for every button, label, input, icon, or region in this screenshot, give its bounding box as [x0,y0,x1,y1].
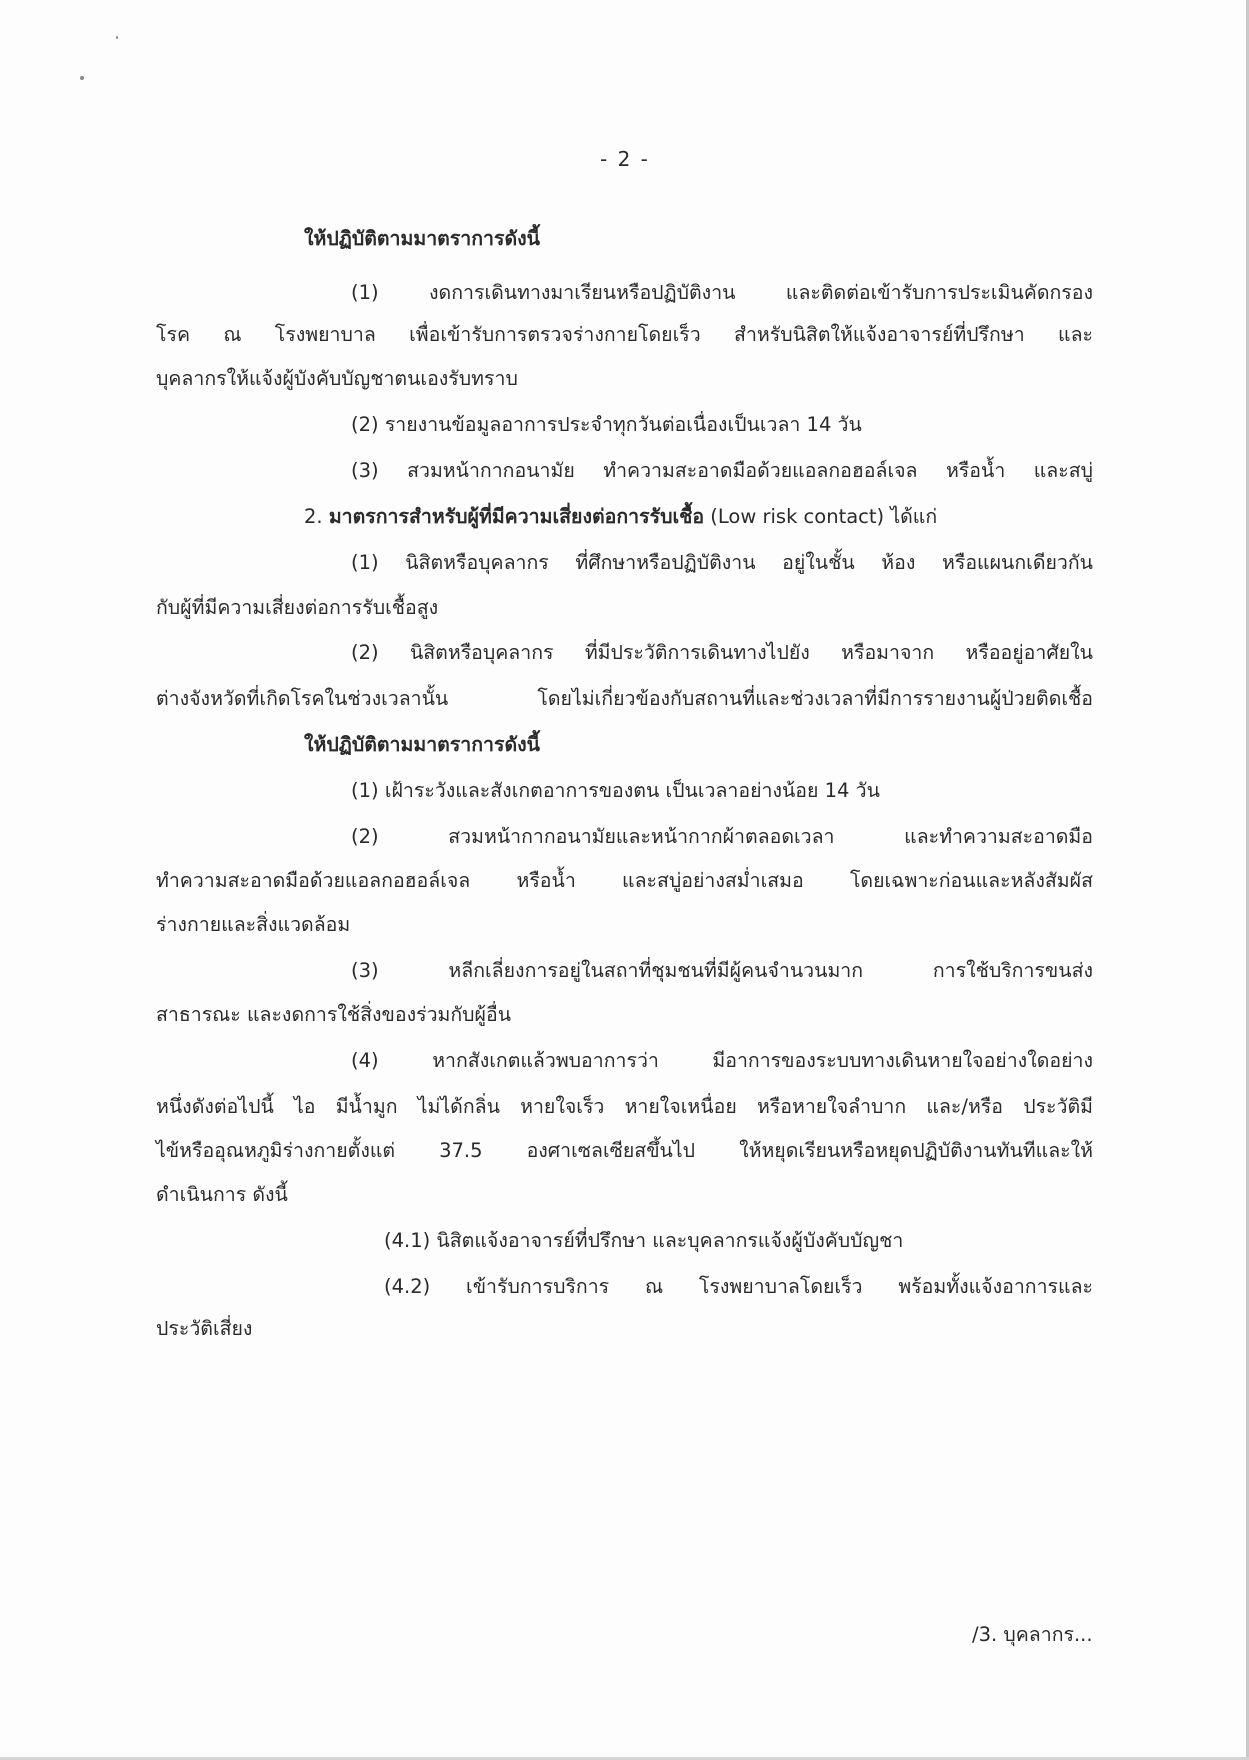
paragraph-line: (2) รายงานข้อมูลอาการประจำทุกวันต่อเนื่องเป็นเวลา 14 วัน [351,413,862,436]
section-heading-2 [304,504,937,530]
paragraph-line: (2) นิสิตหรือบุคลากร ที่มีประวัติการเดินทางไปยัง หรือมาจาก หรืออยู่อาศัยใน [351,641,1093,664]
continuation-note: /3. บุคลากร... [972,1623,1093,1646]
scan-speck [80,76,84,80]
section-heading: ให้ปฏิบัติตามมาตราการดังนี้ [304,227,540,250]
paragraph-line: หนึ่งดังต่อไปนี้ ไอ มีน้ำมูก ไม่ได้กลิ่น หายใจเร็ว หายใจเหนื่อย หรือหายใจลำบาก และ/หรือ ประวัติมี [156,1095,1093,1118]
paragraph-line: ประวัติเสี่ยง [156,1317,253,1340]
paragraph-line: (1) เฝ้าระวังและสังเกตอาการของตน เป็นเวลาอย่างน้อย 14 วัน [351,779,880,802]
paragraph-line: โรค ณ โรงพยาบาล เพื่อเข้ารับการตรวจร่างกายโดยเร็ว สำหรับนิสิตให้แจ้งอาจารย์ที่ปรึกษา และ [156,323,1093,346]
paragraph-line: (3) หลีกเลี่ยงการอยู่ในสถาที่ชุมชนที่มีผู้คนจำนวนมาก การใช้บริการขนส่ง [351,959,1093,982]
section-title: มาตรการสำหรับผู้ที่มีความเสี่ยงต่อการรับเชื้อ [328,505,705,528]
paragraph-line: บุคลากรให้แจ้งผู้บังคับบัญชาตนเองรับทราบ [156,367,518,390]
paragraph-line: สาธารณะ และงดการใช้สิ่งของร่วมกับผู้อื่น [156,1003,512,1026]
paragraph-line: (3) สวมหน้ากากอนามัย ทำความสะอาดมือด้วยแอลกอฮอล์เจล หรือน้ำ และสบู่ [351,459,1093,482]
paragraph-line: (1) งดการเดินทางมาเรียนหรือปฏิบัติงาน และติดต่อเข้ารับการประเมินคัดกรอง [351,281,1093,304]
paragraph-line: ดำเนินการ ดังนี้ [156,1183,288,1206]
section-number: 2. [304,505,323,528]
page-number: - 2 - [600,147,650,171]
section-heading: ให้ปฏิบัติตามมาตราการดังนี้ [304,733,540,756]
paragraph-line: (1) นิสิตหรือบุคลากร ที่ศึกษาหรือปฏิบัติงาน อยู่ในชั้น ห้อง หรือแผนกเดียวกัน [351,551,1093,574]
section-title-suffix: (Low risk contact) ได้แก่ [710,505,938,528]
scan-speck [116,36,118,39]
paragraph-line: (4.1) นิสิตแจ้งอาจารย์ที่ปรึกษา และบุคลากรแจ้งผู้บังคับบัญชา [384,1229,904,1252]
paragraph-line: ไข้หรืออุณหภูมิร่างกายตั้งแต่ 37.5 องศาเซลเซียสขึ้นไป ให้หยุดเรียนหรือหยุดปฏิบัติงานทันทีและให้ [156,1139,1093,1162]
paragraph-line: (4) หากสังเกตแล้วพบอาการว่า มีอาการของระบบทางเดินหายใจอย่างใดอย่าง [351,1049,1093,1072]
paragraph-line: ทำความสะอาดมือด้วยแอลกอฮอล์เจล หรือน้ำ และสบู่อย่างสม่ำเสมอ โดยเฉพาะก่อนและหลังสัมผัส [156,869,1093,892]
paragraph-line: (2) สวมหน้ากากอนามัยและหน้ากากผ้าตลอดเวลา และทำความสะอาดมือ [351,825,1093,848]
paragraph-line: ร่างกายและสิ่งแวดล้อม [156,913,351,936]
paragraph-line: ต่างจังหวัดที่เกิดโรคในช่วงเวลานั้น โดยไม่เกี่ยวข้องกับสถานที่และช่วงเวลาที่มีการรายงานผู้ป่วยติดเชื้อ [156,687,1093,710]
paragraph-line: (4.2) เข้ารับการบริการ ณ โรงพยาบาลโดยเร็ว พร้อมทั้งแจ้งอาการและ [384,1275,1093,1298]
paragraph-line: กับผู้ที่มีความเสี่ยงต่อการรับเชื้อสูง [156,596,439,619]
